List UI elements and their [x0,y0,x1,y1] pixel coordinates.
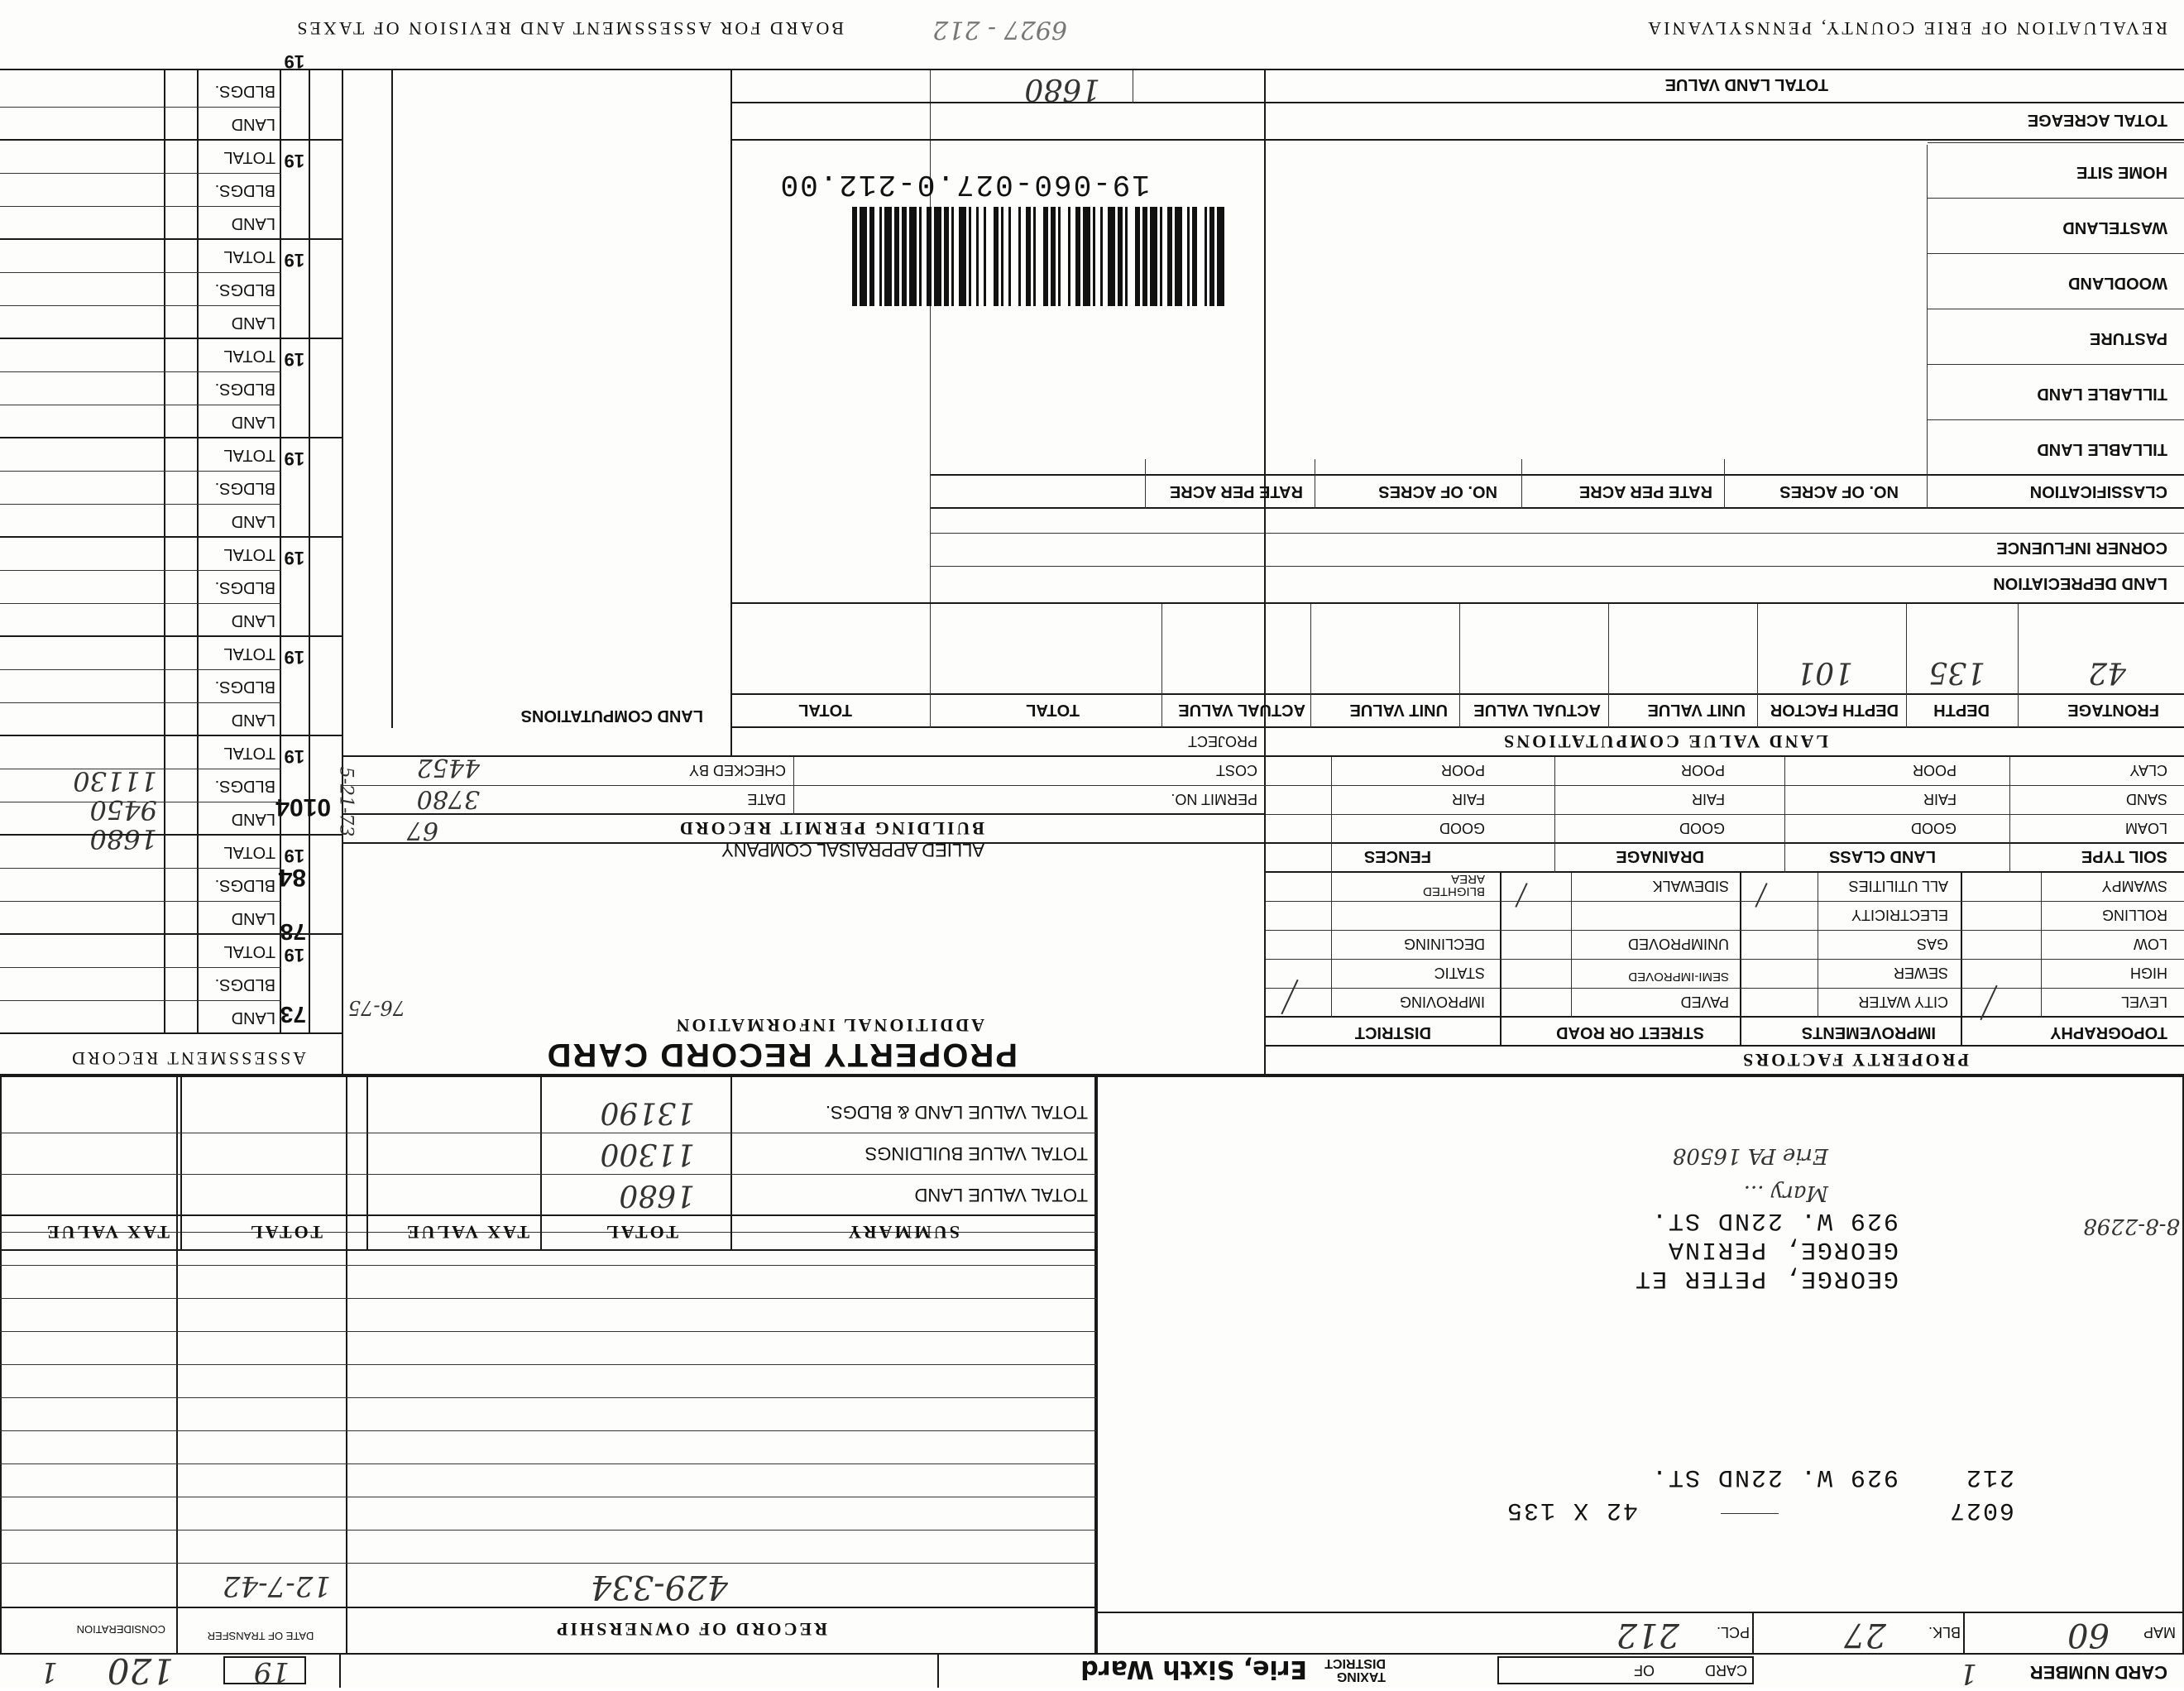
assessment-row-label: LAND [231,909,275,927]
date-of-transfer-label: DATE OF TRANSFER [207,1630,314,1642]
acreage-row-divider [1928,253,2184,254]
map-value: 60 [2067,1616,2110,1654]
summary-total-2: TOTAL [248,1222,323,1243]
top-handwritten-ref: 6927 - 212 [932,15,1067,44]
additional-info-title: ADDITIONAL INFORMATION [673,1015,984,1036]
assessment-row-label: BLDGS. [214,678,275,696]
assessment-row-divider [0,669,281,670]
soil-clay: CLAY [2129,762,2167,778]
assessment-year-prefix: 19 [284,746,304,767]
district-improving: IMPROVING [1399,994,1485,1010]
assessment-row-label: LAND [231,810,275,828]
barcode-bar [984,207,986,306]
acreage-row-label: WASTELAND [2062,218,2167,237]
assessment-row-divider [0,272,281,273]
total-land-value-hand: 1680 [1024,72,1100,106]
property-factors-title: PROPERTY FACTORS [1740,1050,1969,1071]
check-sidewalk [1755,883,1767,908]
barcode-bar [902,207,907,306]
hdr-improvements: IMPROVEMENTS [1801,1023,1936,1042]
street-semi: SEMI-IMPROVED [1628,970,1729,984]
grade-fair-3: FAIR [1451,791,1485,807]
soil-sand: SAND [2125,791,2167,807]
assess-stamp: 0104 [275,793,331,821]
hdr-district: DISTRICT [1354,1023,1431,1042]
taxing-district: Erie, Sixth Ward [1080,1655,1307,1684]
barcode-bar [852,207,857,306]
assessment-row-divider [0,107,281,108]
hdr-fences: FENCES [1363,847,1431,865]
barcode-bar [1192,207,1197,306]
lv-frontage: FRONTAGE [2067,701,2159,719]
assessment-row-label: TOTAL [223,446,275,464]
barcode-bar [1043,207,1048,306]
assessment-row-label: LAND [231,314,275,332]
assessment-year-prefix: 19 [284,945,304,965]
street-paved: PAVED [1680,994,1729,1010]
grade-good-1: GOOD [1910,820,1956,836]
assessment-row-label: LAND [231,711,275,729]
topo-swampy: SWAMPY [2101,878,2167,894]
assessment-row-divider [0,471,281,472]
assessment-year-prefix: 19 [284,349,304,370]
hand-permit-cost: 4452 [416,753,480,782]
barcode-bar [1093,207,1095,306]
assessment-row-label: LAND [231,413,275,431]
assessment-row-label: LAND [231,115,275,133]
transfer-date-entry: 12-7-42 [222,1569,331,1602]
impr-gas: GAS [1916,936,1948,952]
assessment-block-divider [0,437,343,438]
barcode-bar [1217,207,1224,306]
lv-hand-factor: 101 [1796,655,1853,689]
barcode-bar [1058,207,1061,306]
ownership-title: RECORD OF OWNERSHIP [554,1619,827,1640]
assessment-year-prefix: 19 [284,250,304,271]
board-title: BOARD FOR ASSESSMENT AND REVISION OF TAXES [295,18,844,39]
assessment-row-divider [0,173,281,174]
lv-unit-value-2: UNIT VALUE [1349,701,1448,719]
assessment-row-divider [0,305,281,306]
assessment-row-label: LAND [231,1008,275,1027]
assess-year-2: 78 [280,919,306,945]
hdr-street: STREET OR ROAD [1556,1023,1704,1042]
barcode-bar [1205,207,1207,306]
corner-influence: CORNER INFLUENCE [1996,539,2167,557]
grade-poor-1: POOR [1912,762,1956,778]
summary-total-1: TOTAL [604,1222,678,1243]
parcel-line1-id: 6027 [1947,1496,2014,1524]
acreage-row-divider [1928,419,2184,420]
assessment-year-prefix: 19 [284,448,304,469]
classification-label: CLASSIFICATION [2029,482,2167,501]
summary-title: SUMMARY [845,1222,960,1243]
hdr-soil-type: SOIL TYPE [2081,847,2167,865]
assessment-row-label: TOTAL [223,247,275,266]
summary-row-buildings: TOTAL VALUE BUILDINGS [864,1143,1088,1164]
allied-appraisal-company: ALLIED APPRAISAL COMPANY [721,840,984,860]
assess-year-3: 84 [278,864,306,891]
assessment-row-label: BLDGS. [214,876,275,894]
barcode-bar [1018,207,1021,306]
summary-row-total: TOTAL VALUE LAND & BLDGS. [825,1102,1088,1123]
pcl-value: 212 [1616,1616,1679,1654]
owner-1: GEORGE, PETER ET [1633,1264,1899,1292]
pcl-label: PCL. [1716,1624,1750,1641]
assessment-row-divider [0,603,281,604]
blk-label: BLK. [1928,1624,1961,1641]
acre-hdr-1: NO. OF ACRES [1779,482,1899,501]
topo-high: HIGH [2130,965,2167,981]
assessment-row-divider [0,1000,281,1001]
grade-good-2: GOOD [1679,820,1725,836]
permit-date-label: DATE [747,791,786,807]
assessment-block-divider [0,139,343,141]
assessment-year-prefix: 19 [284,548,304,568]
barcode-bar [1142,207,1147,306]
barcode-bar [1135,207,1140,306]
assessment-block-divider [0,635,343,637]
acreage-row-label: PASTURE [2089,329,2167,347]
hand-permit-date-2: 5-21-73 [335,766,357,837]
barcode-bar [1100,207,1103,306]
assessment-row-label: BLDGS. [214,181,275,199]
topo-rolling: ROLLING [2101,907,2167,923]
acre-hdr-2: RATE PER ACRE [1578,482,1712,501]
assess-total-value: 11130 [73,765,157,797]
hand-permit-date: 3780 [416,784,480,813]
assessment-row-label: BLDGS. [214,479,275,497]
assessment-row-label: TOTAL [223,347,275,365]
barcode-bar [869,207,874,306]
owner-2: GEORGE, PERINA [1666,1235,1899,1263]
district-declining: DECLINING [1403,936,1485,952]
assessment-row-label: TOTAL [223,942,275,960]
permit-checked-label: CHECKED BY [688,762,786,778]
assessment-row-divider [0,206,281,207]
assess-year-1: 73 [280,1002,306,1028]
soil-loam: LOAM [2124,820,2167,836]
barcode-bar [1001,207,1003,306]
acreage-row-label: TILLABLE LAND [2037,440,2167,458]
parcel-panel [1096,1075,2184,1655]
barcode-bar [1033,207,1036,306]
impr-electricity: ELECTRICITY [1851,907,1948,923]
barcode-bar [1160,207,1162,306]
district-static: STATIC [1434,965,1485,981]
topo-level: LEVEL [2120,994,2167,1010]
assess-bldg-value: 9450 [89,794,157,826]
street-sidewalk: SIDEWALK [1652,878,1729,894]
stamp-number: 19 [253,1655,290,1689]
assessment-row-label: TOTAL [223,843,275,861]
hdr-drainage: DRAINAGE [1616,847,1704,865]
stamp-code: 120 [107,1650,174,1691]
land-computations-label: LAND COMPUTATIONS [520,707,703,725]
assessment-row-label: BLDGS. [214,82,275,100]
assessment-row-label: BLDGS. [214,578,275,596]
lv-unit-value-1: UNIT VALUE [1647,701,1746,719]
assessment-row-divider [0,371,281,372]
impr-all-utilities: ALL UTILITIES [1848,878,1948,894]
assessment-row-divider [0,504,281,505]
map-label: MAP [2143,1624,2176,1641]
barcode-bar [944,207,949,306]
barcode-bar [879,207,882,306]
acreage-row-label: TILLABLE LAND [2037,385,2167,403]
lv-depth-factor: DEPTH FACTOR [1770,701,1899,719]
summary-row-land: TOTAL VALUE LAND [914,1185,1088,1205]
lv-actual-value-2: ACTUAL VALUE [1178,701,1305,719]
of-label: OF [1634,1662,1655,1679]
deed-book-entry: 429-334 [590,1568,728,1606]
assessment-row-label: TOTAL [223,644,275,663]
hdr-land-class: LAND CLASS [1829,847,1936,865]
barcode-bar [894,207,899,306]
assessment-row-divider [0,570,281,571]
assessment-row-divider [0,702,281,703]
lv-depth: DEPTH [1933,701,1990,719]
assessment-row-label: BLDGS. [214,380,275,398]
property-record-card-title: PROPERTY RECORD CARD [545,1037,1018,1073]
grade-fair-1: FAIR [1923,791,1956,807]
acre-hdr-3: NO. OF ACRES [1378,482,1497,501]
acre-hdr-4: RATE PER ACRE [1169,482,1303,501]
assessment-block-divider [0,834,343,836]
blk-value: 27 [1844,1616,1886,1654]
assessment-row-label: TOTAL [223,545,275,563]
stamp-tail: 1 [40,1655,58,1689]
assessment-year-prefix: 19 [284,151,304,171]
assessment-row-label: LAND [231,611,275,630]
hand-permit: 67 [406,816,438,845]
acreage-row-divider [1928,364,2184,365]
assessment-block-divider [0,735,343,736]
summary-value-total: 13190 [600,1095,695,1129]
assess-land-value: 1680 [89,823,157,855]
assessment-row-label: BLDGS. [214,280,275,299]
topo-low: LOW [2133,936,2167,952]
barcode-bar [1209,207,1214,306]
building-permit-title: BUILDING PERMIT RECORD [677,818,984,839]
barcode-bar [884,207,892,306]
summary-tax-1: TAX VALUE [404,1222,529,1243]
assessment-year-prefix: 19 [284,647,304,668]
parcel-line2-num: 212 [1964,1463,2014,1491]
card-number-label: CARD NUMBER [2029,1662,2167,1683]
barcode-bar [1125,207,1128,306]
summary-value-land: 1680 [619,1178,695,1212]
assessment-block-divider [0,536,343,538]
assessment-row-label: LAND [231,512,275,530]
hand-note-3: Erie PA 16508 [1672,1143,1828,1168]
assessment-block-divider [0,238,343,240]
assessment-row-label: TOTAL [223,148,275,166]
barcode-bar [1008,207,1011,306]
permit-project-label: PROJECT [1187,733,1257,750]
assessment-block-divider [0,338,343,339]
hdr-topography: TOPOGRAPHY [2050,1023,2167,1042]
lv-hand-depth: 135 [1928,655,1985,689]
acreage-row-divider [1928,142,2184,143]
parcel-line2-addr: 929 W. 22ND ST. [1650,1463,1899,1491]
assessment-row-divider [0,967,281,968]
assessment-row-label: BLDGS. [214,975,275,994]
assessment-row-divider [0,901,281,902]
land-depreciation: LAND DEPRECIATION [1993,574,2167,592]
barcode-bar [1187,207,1190,306]
assessment-row-label: BLDGS. [214,777,275,795]
street-unimproved: UNIMPROVED [1627,936,1729,952]
barcode-bar [919,207,922,306]
barcode-bar [927,207,932,306]
acreage-row-divider [1928,198,2184,199]
impr-city-water: CITY WATER [1858,994,1948,1010]
owner-address: 929 W. 22ND ST. [1650,1206,1899,1234]
hand-year-note: 76-75 [347,996,405,1019]
assessment-year-prefix: 19 [284,51,304,72]
barcode-bar [1068,207,1070,306]
lv-hand-frontage: 42 [2088,655,2126,689]
card-number-value: 1 [1959,1657,1977,1690]
barcode-bar [860,207,867,306]
parcel-line1-size: 42 X 135 [1505,1496,1638,1524]
check-level [1980,985,1997,1021]
assessment-block-divider [0,1032,343,1034]
barcode-bar [1075,207,1080,306]
total-acreage-label: TOTAL ACREAGE [2027,111,2167,129]
barcode-bar [976,207,979,306]
grade-good-3: GOOD [1439,820,1485,836]
barcode-bar [994,207,999,306]
summary-value-buildings: 11300 [600,1137,695,1171]
lv-actual-value-1: ACTUAL VALUE [1473,701,1601,719]
barcode-bar [1150,207,1157,306]
permit-no-label: PERMIT NO. [1171,791,1257,807]
consideration-label: CONSIDERATION [76,1623,165,1636]
barcode-bar [1026,207,1031,306]
assessment-row-label: LAND [231,214,275,232]
barcode-bar [1108,207,1115,306]
assessment-block-divider [0,933,343,935]
assessment-row-divider [0,868,281,869]
assessment-year-prefix: 19 [284,846,304,866]
lv-total-2: TOTAL [798,701,852,719]
barcode-bar [969,207,971,306]
hand-note-2: Mary ... [1743,1181,1828,1205]
parcel-barcode [571,207,1224,306]
card-label: CARD [1704,1662,1747,1679]
barcode-bar [1083,207,1090,306]
grade-poor-2: POOR [1680,762,1725,778]
grade-poor-3: POOR [1440,762,1485,778]
barcode-bar [959,207,966,306]
barcode-bar [1175,207,1182,306]
barcode-bar [1051,207,1056,306]
barcode-bar [951,207,954,306]
barcode-bar [934,207,941,306]
lv-total-1: TOTAL [1026,701,1080,719]
check-improving [1281,980,1298,1015]
barcode-text: 19-060-027.0-212.00 [778,167,1150,201]
assessment-row-label: TOTAL [223,744,275,762]
check-all-utilities [1515,883,1527,908]
district-blighted: BLIGHTED AREA [1422,872,1485,898]
acreage-row-label: WOODLAND [2068,274,2167,292]
impr-sewer: SEWER [1893,965,1948,981]
acreage-row-label: HOME SITE [2076,163,2167,181]
grade-fair-2: FAIR [1691,791,1725,807]
total-land-value-label: TOTAL LAND VALUE [1664,75,1828,93]
barcode-bar [909,207,917,306]
land-value-title: LAND VALUE COMPUTATIONS [1502,731,1828,752]
revaluation-title: REVALUATION OF ERIE COUNTY, PENNSYLVANIA [1645,18,2167,39]
summary-tax-2: TAX VALUE [44,1222,170,1243]
permit-cost-label: COST [1215,762,1257,778]
barcode-bar [1167,207,1172,306]
taxing-district-label: TAXING DISTRICT [1324,1656,1386,1684]
assessment-record-title: ASSESSMENT RECORD [69,1048,306,1069]
hand-note-1: 8-8-2298 [2083,1214,2180,1238]
barcode-bar [1118,207,1123,306]
